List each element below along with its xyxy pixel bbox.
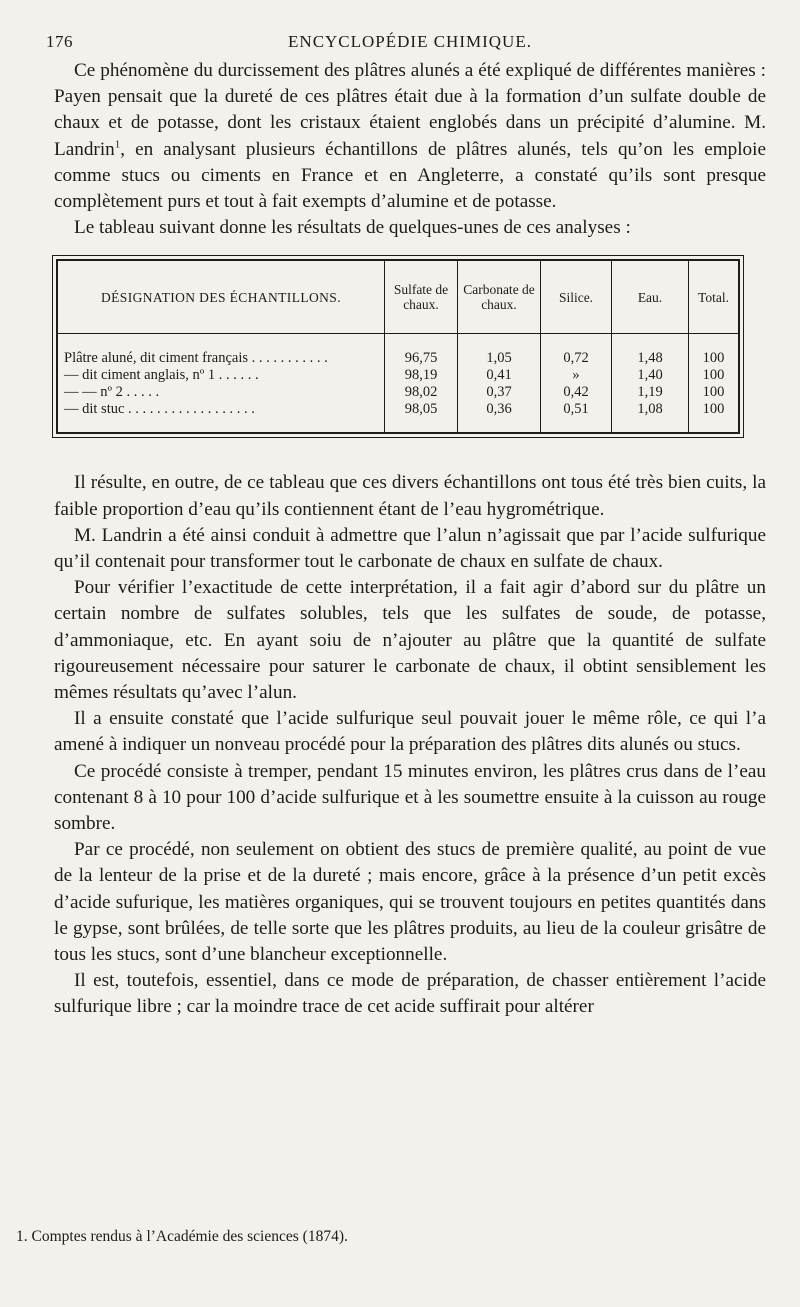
table-cell: 100 [689,367,739,384]
table-cell: 1,48 [612,350,689,367]
paragraph-text: , en analysant plusieurs échantillons de plâtres alunés, tels qu’on les emploie comme stucs ou ciments en France et en Angleterre, a constaté qu’ils sont presque complètement purs et tout à fait exempts d’alumine et de potasse. [54,138,766,213]
column-header: Total. [689,261,739,334]
table-cell: — dit stuc . . . . . . . . . . . . . . . . . . [64,401,255,418]
table-cell: 100 [689,384,739,401]
table-row [58,401,738,432]
table-cell: 0,36 [458,401,541,432]
table-cell: — dit ciment anglais, nº 1 . . . . . . [64,367,259,384]
table-cell: 1,19 [612,384,689,401]
table-cell: 0,42 [541,384,612,401]
footnote-ref[interactable]: 1 [114,138,121,151]
footnote: 1. Comptes rendus à l’Académie des sciences (1874). [16,1228,348,1245]
table-cell: 98,05 [385,401,458,432]
paragraph: M. Landrin a été ainsi conduit à admettre que l’alun n’agissait que par l’acide sulfurique qu’il contenait pour transformer tout le carbonate de chaux en sulfate de chaux. [54,524,766,573]
paragraph [54,58,766,215]
table-cell: — — nº 2 . . . . . [64,384,160,401]
table-cell: 98,19 [385,367,458,384]
column-header: Silice. [541,261,612,334]
table-cell: 1,08 [612,401,689,432]
table-cell: 0,51 [541,401,612,432]
column-header: Carbonate de chaux. [458,261,541,334]
table-row [58,350,738,367]
table-header-row [58,261,738,334]
paragraph: Il résulte, en outre, de ce tableau que ces divers échantillons ont tous été très bien cuits, la faible proportion d’eau qu’ils contiennent étant de l’eau hygrométrique. [54,472,766,520]
table-cell: 1,40 [612,367,689,384]
paragraph-text: Ce phénomène du durcissement des plâtres alunés a été expliqué de différentes manières : Payen pensait que la dureté de ces plâtres était due à la formation d’un sulfate double de chaux et de potasse, dont les cristaux étaient englobés dans un précipité d’alumine. M. Landrin [54,60,766,160]
table-cell: Plâtre aluné, dit ciment français . . . . . . . . . . . [64,350,328,367]
paragraph: Ce procédé consiste à tremper, pendant 15 minutes environ, les plâtres crus dans de l’eau contenant 8 à 10 pour 100 d’acide sulfurique et à les soumettre ensuite à la cuisson au rouge sombre. [54,760,766,835]
page-number: 176 [46,32,73,51]
table-row [58,367,738,384]
column-header: Eau. [612,261,689,334]
table-row [58,384,738,401]
table-cell: 96,75 [385,350,458,367]
table-cell: 98,02 [385,384,458,401]
paragraph: Pour vérifier l’exactitude de cette interprétation, il a fait agir d’abord sur du plâtre un certain nombre de sulfates solubles, tels que les sulfates de soude, de potasse, d’ammoniaque, etc. En ayant soiu de n’ajouter au plâtre que la quantité de sulfate rigoureusement nécessaire pour saturer le carbonate de chaux, il obtint sensiblement les mêmes résultats qu’avec l’alun. [54,577,766,704]
table-cell: 0,41 [458,367,541,384]
table-cell: 1,05 [458,350,541,367]
paragraph: Le tableau suivant donne les résultats de quelques-unes de ces analyses : [74,217,631,239]
paragraph: Par ce procédé, non seulement on obtient des stucs de première qualité, au point de vue de la lenteur de la prise et de la dureté ; mais encore, grâce à la présence d’un petit excès d’acide sufurique, les matières organiques, qui se trouvent toujours en petites quantités dans le gypse, sont brûlées, de telle sorte que les plâtres produits, au lieu de la couleur grisâtre de tous les stucs, sont d’une blancheur exceptionnelle. [54,839,766,966]
paragraph: Il est, toutefois, essentiel, dans ce mode de préparation, de chasser entièrement l’acide sulfurique libre ; car la moindre trace de cet acide suffirait pour altérer [54,970,766,1018]
table-cell: 0,37 [458,384,541,401]
running-title: ENCYCLOPÉDIE CHIMIQUE. [288,32,532,51]
table-cell: 100 [689,401,739,432]
table-cell: 100 [689,350,739,367]
running-header [46,28,766,58]
table-cell: 0,72 [541,350,612,367]
table-cell: » [541,367,612,384]
column-header: DÉSIGNATION DES ÉCHANTILLONS. [58,261,385,334]
analysis-table [56,259,740,434]
document-page [46,28,766,1021]
paragraph: Il a ensuite constaté que l’acide sulfurique seul pouvait jouer le même rôle, ce qui l’a amené à indiquer un nonveau procédé pour la préparation des plâtres dits alunés ou stucs. [54,708,766,756]
column-header: Sulfate de chaux. [385,261,458,334]
